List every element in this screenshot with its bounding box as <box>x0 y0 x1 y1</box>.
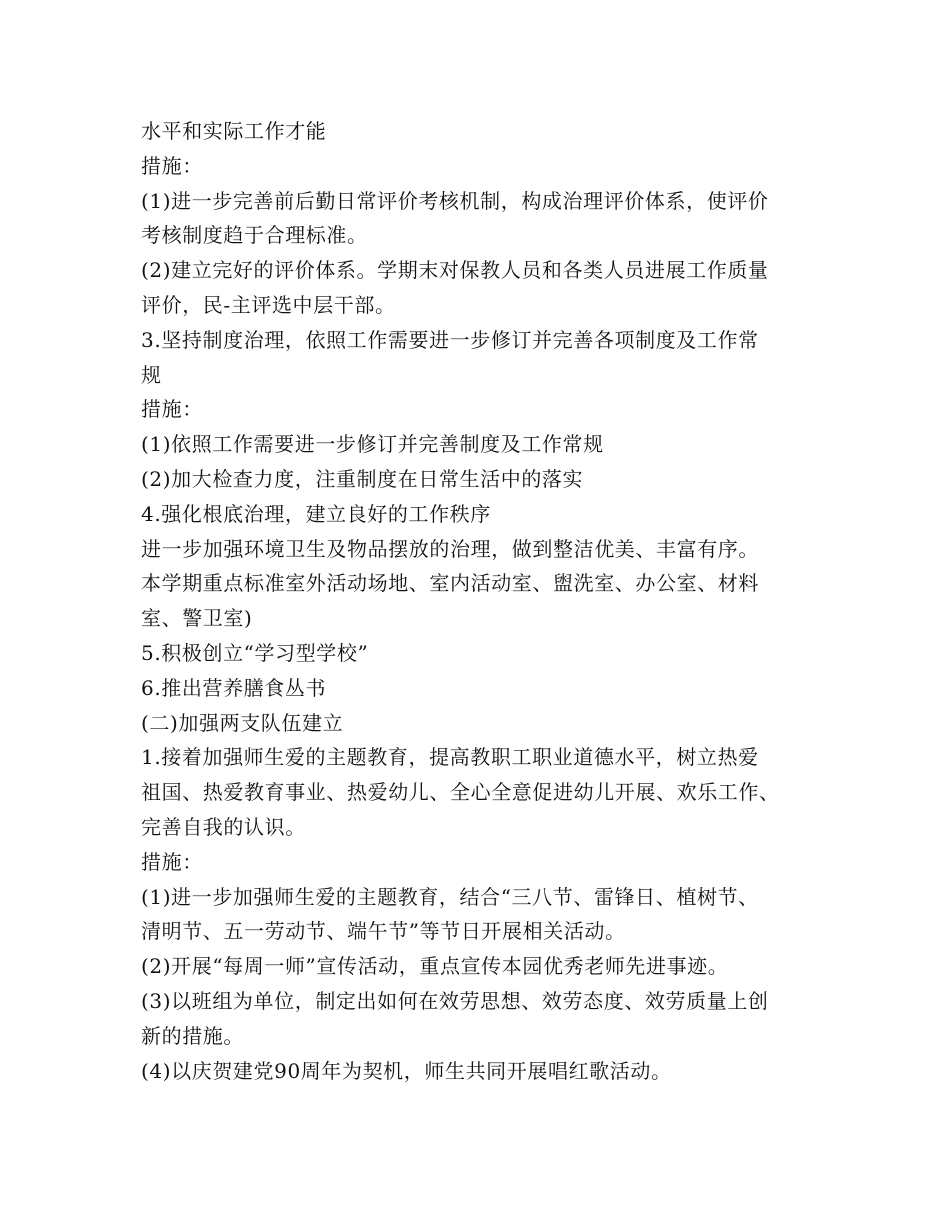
text-line: 措施： <box>141 397 203 422</box>
text-line: 水平和实际工作才能 <box>141 119 327 143</box>
text-line: (2)建立完好的评价体系。学期末对保教人员和各类人员进展工作质量 <box>141 258 769 283</box>
text-line: 5.积极创立“学习型学校” <box>141 640 369 665</box>
text-line: 室、警卫室) <box>141 606 253 631</box>
document-body <box>141 114 841 1088</box>
text-line: (1)依照工作需要进一步修订并完善制度及工作常规 <box>141 432 604 457</box>
text-line: 清明节、五一劳动节、端午节”等节日开展相关活动。 <box>141 919 626 944</box>
text-line: (1)进一步完善前后勤日常评价考核机制，构成治理评价体系，使评价 <box>141 188 769 213</box>
text-line: 进一步加强环境卫生及物品摆放的治理，做到整洁优美、丰富有序。 <box>141 536 759 561</box>
text-line: 措施： <box>141 153 203 178</box>
text-line: 1.接着加强师生爱的主题教育，提高教职工职业道德水平，树立热爱 <box>141 745 759 770</box>
text-line: 完善自我的认识。 <box>141 814 306 839</box>
text-line: 新的措施。 <box>141 1023 244 1048</box>
text-line: 6.推出营养膳食丛书 <box>141 675 327 700</box>
text-line: (2)开展“每周一师”宣传活动，重点宣传本园优秀老师先进事迹。 <box>141 954 729 979</box>
text-line: (4)以庆贺建党90周年为契机，师生共同开展唱红歌活动。 <box>141 1058 672 1083</box>
text-line: 4.强化根底治理，建立良好的工作秩序 <box>141 501 491 526</box>
text-line: (二)加强两支队伍建立 <box>141 710 344 735</box>
text-line: 规 <box>141 362 162 387</box>
text-line: 评价，民-主评选中层干部。 <box>141 292 396 317</box>
text-line: (3)以班组为单位，制定出如何在效劳思想、效劳态度、效劳质量上创 <box>141 988 769 1013</box>
text-line: (2)加大检查力度，注重制度在日常生活中的落实 <box>141 466 584 491</box>
text-line: 考核制度趋于合理标准。 <box>141 223 368 248</box>
text-line: 本学期重点标准室外活动场地、室内活动室、盥洗室、办公室、材料 <box>141 571 759 596</box>
text-line: (1)进一步加强师生爱的主题教育，结合“三八节、雷锋日、植树节、 <box>141 884 759 909</box>
text-line: 祖国、热爱教育事业、热爱幼儿、全心全意促进幼儿开展、欢乐工作、 <box>141 780 780 805</box>
text-line: 措施： <box>141 849 203 874</box>
text-line: 3.坚持制度治理，依照工作需要进一步修订并完善各项制度及工作常 <box>141 327 759 352</box>
